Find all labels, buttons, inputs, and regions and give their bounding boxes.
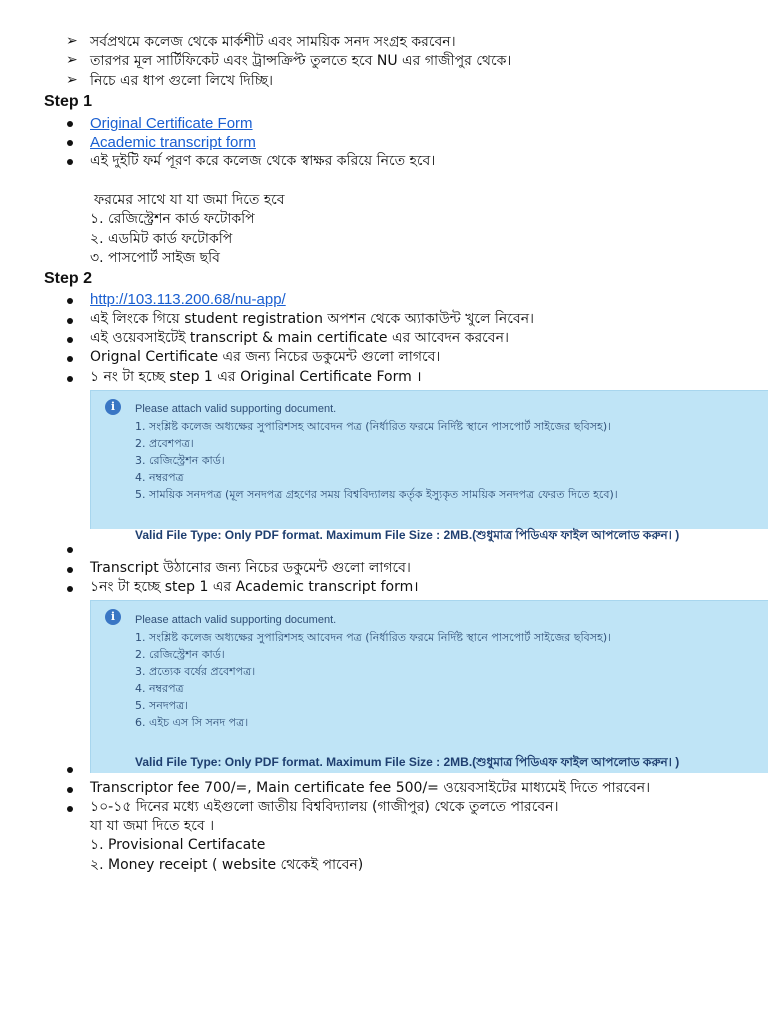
valid-file-type-note: Valid File Type: Only PDF format. Maximum File Size : 2MB.(শুধুমাত্র পিডিএফ ফাইল আপলোড করুন। ) (135, 755, 680, 769)
bullet-icon (67, 787, 73, 793)
bullet-icon (67, 318, 73, 324)
box-heading: Please attach valid supporting document. (135, 403, 337, 415)
step2-line: Orignal Certificate এর জন্য নিচের ডকুমেন্ট গুলো লাগবে। (90, 349, 441, 365)
bullet-icon (67, 121, 73, 127)
academic-transcript-form-link[interactable]: Academic transcript form (90, 134, 256, 151)
info-icon: i (105, 609, 121, 625)
bullet-icon (67, 767, 73, 773)
bullet-icon (67, 376, 73, 382)
step2-line: এই লিংকে গিয়ে student registration অপশন থেকে অ্যাকাউন্ট খুলে নিবেন। (90, 311, 535, 327)
collect-item: ১. Provisional Certifacate (90, 837, 266, 853)
valid-file-type-note: Valid File Type: Only PDF format. Maximum File Size : 2MB.(শুধুমাত্র পিডিএফ ফাইল আপলোড করুন। ) (135, 528, 680, 542)
arrow-bullet-icon: ➢ (66, 52, 78, 68)
original-certificate-form-link[interactable]: Original Certificate Form (90, 115, 253, 132)
box-item: 2. প্রবেশপত্র। (135, 437, 194, 450)
box-item: 4. নম্বরপত্র (135, 682, 184, 695)
box-item: 5. সাময়িক সনদপত্র (মূল সনদপত্র গ্রহণের সময় বিশ্ববিদ্যালয় কর্তৃক ইস্যুকৃত সাময়িক সনদপত্র ফেরত দিতে হবে)। (135, 488, 618, 501)
info-icon: i (105, 399, 121, 415)
bullet-icon (67, 567, 73, 573)
intro-line: সর্বপ্রথমে কলেজ থেকে মার্কশীট এবং সাময়িক সনদ সংগ্রহ করবেন। (90, 34, 456, 50)
collect-sub: যা যা জমা দিতে হবে । (90, 818, 215, 834)
submit-item: ২. এডমিট কার্ড ফটোকপি (90, 231, 233, 247)
bullet-icon (67, 140, 73, 146)
collect-item: ২. Money receipt ( website থেকেই পাবেন) (90, 857, 364, 873)
step2-line: এই ওয়েবসাইটেই transcript & main certificate এর আবেদন করবেন। (90, 330, 509, 346)
transcript-line: ১নং টা হচ্ছে step 1 এর Academic transcript form। (90, 579, 419, 595)
bullet-icon (67, 586, 73, 592)
intro-line: নিচে এর ধাপ গুলো লিখে দিচ্ছি। (90, 73, 273, 89)
arrow-bullet-icon: ➢ (66, 33, 78, 49)
box-item: 1. সংশ্লিষ্ট কলেজ অধ্যক্ষের সুপারিশসহ আবেদন পত্র (নির্ধারিত ফরমে নির্দিষ্ট স্থানে পাসপোর্ট সাইজের ছবিসহ)। (135, 631, 612, 644)
box-item: 3. প্রত্যেক বর্ষের প্রবেশপত্র। (135, 665, 256, 678)
collect-line: ১০-১৫ দিনের মধ্যে এইগুলো জাতীয় বিশ্ববিদ্যালয় (গাজীপুর) থেকে তুলতে পারবেন। (90, 799, 559, 815)
box-item: 4. নম্বরপত্র (135, 471, 184, 484)
bullet-icon (67, 337, 73, 343)
arrow-bullet-icon: ➢ (66, 72, 78, 88)
intro-line: তারপর মূল সার্টিফিকেট এবং ট্রান্সক্রিপ্ট তুলতে হবে NU এর গাজীপুর থেকে। (90, 53, 512, 69)
transcript-requirements-box (90, 600, 768, 773)
submit-item: ১. রেজিস্ট্রেশন কার্ড ফটোকপি (90, 211, 255, 227)
box-item: 3. রেজিস্ট্রেশন কার্ড। (135, 454, 225, 467)
box-item: 1. সংশ্লিষ্ট কলেজ অধ্যক্ষের সুপারিশসহ আবেদন পত্র (নির্ধারিত ফরমে নির্দিষ্ট স্থানে পাসপোর্ট সাইজের ছবিসহ)। (135, 420, 612, 433)
submit-item: ৩. পাসপোর্ট সাইজ ছবি (90, 250, 220, 266)
transcript-line: Transcript উঠানোর জন্য নিচের ডকুমেন্ট গুলো লাগবে। (90, 560, 411, 576)
step1-note: এই দুইটি ফর্ম পূরণ করে কলেজ থেকে স্বাক্ষর করিয়ে নিতে হবে। (90, 153, 436, 169)
bullet-icon (67, 298, 73, 304)
box-heading: Please attach valid supporting document. (135, 614, 337, 626)
submit-heading: ফরমের সাথে যা যা জমা দিতে হবে (94, 192, 285, 208)
box-item: 5. সনদপত্র। (135, 699, 189, 712)
bullet-icon (67, 547, 73, 553)
box-item: 6. এইচ এস সি সনদ পত্র। (135, 716, 249, 729)
step2-heading: Step 2 (44, 270, 93, 287)
step2-line: ১ নং টা হচ্ছে step 1 এর Original Certificate Form । (90, 369, 422, 385)
step1-heading: Step 1 (44, 93, 93, 110)
bullet-icon (67, 356, 73, 362)
bullet-icon (67, 806, 73, 812)
box-item: 2. রেজিস্ট্রেশন কার্ড। (135, 648, 225, 661)
original-certificate-requirements-box (90, 390, 768, 542)
nu-app-link[interactable]: http://103.113.200.68/nu-app/ (90, 291, 286, 308)
fee-line: Transcriptor fee 700/=, Main certificate fee 500/= ওয়েবসাইটের মাধ্যমেই দিতে পারবেন। (90, 780, 651, 796)
bullet-icon (67, 159, 73, 165)
